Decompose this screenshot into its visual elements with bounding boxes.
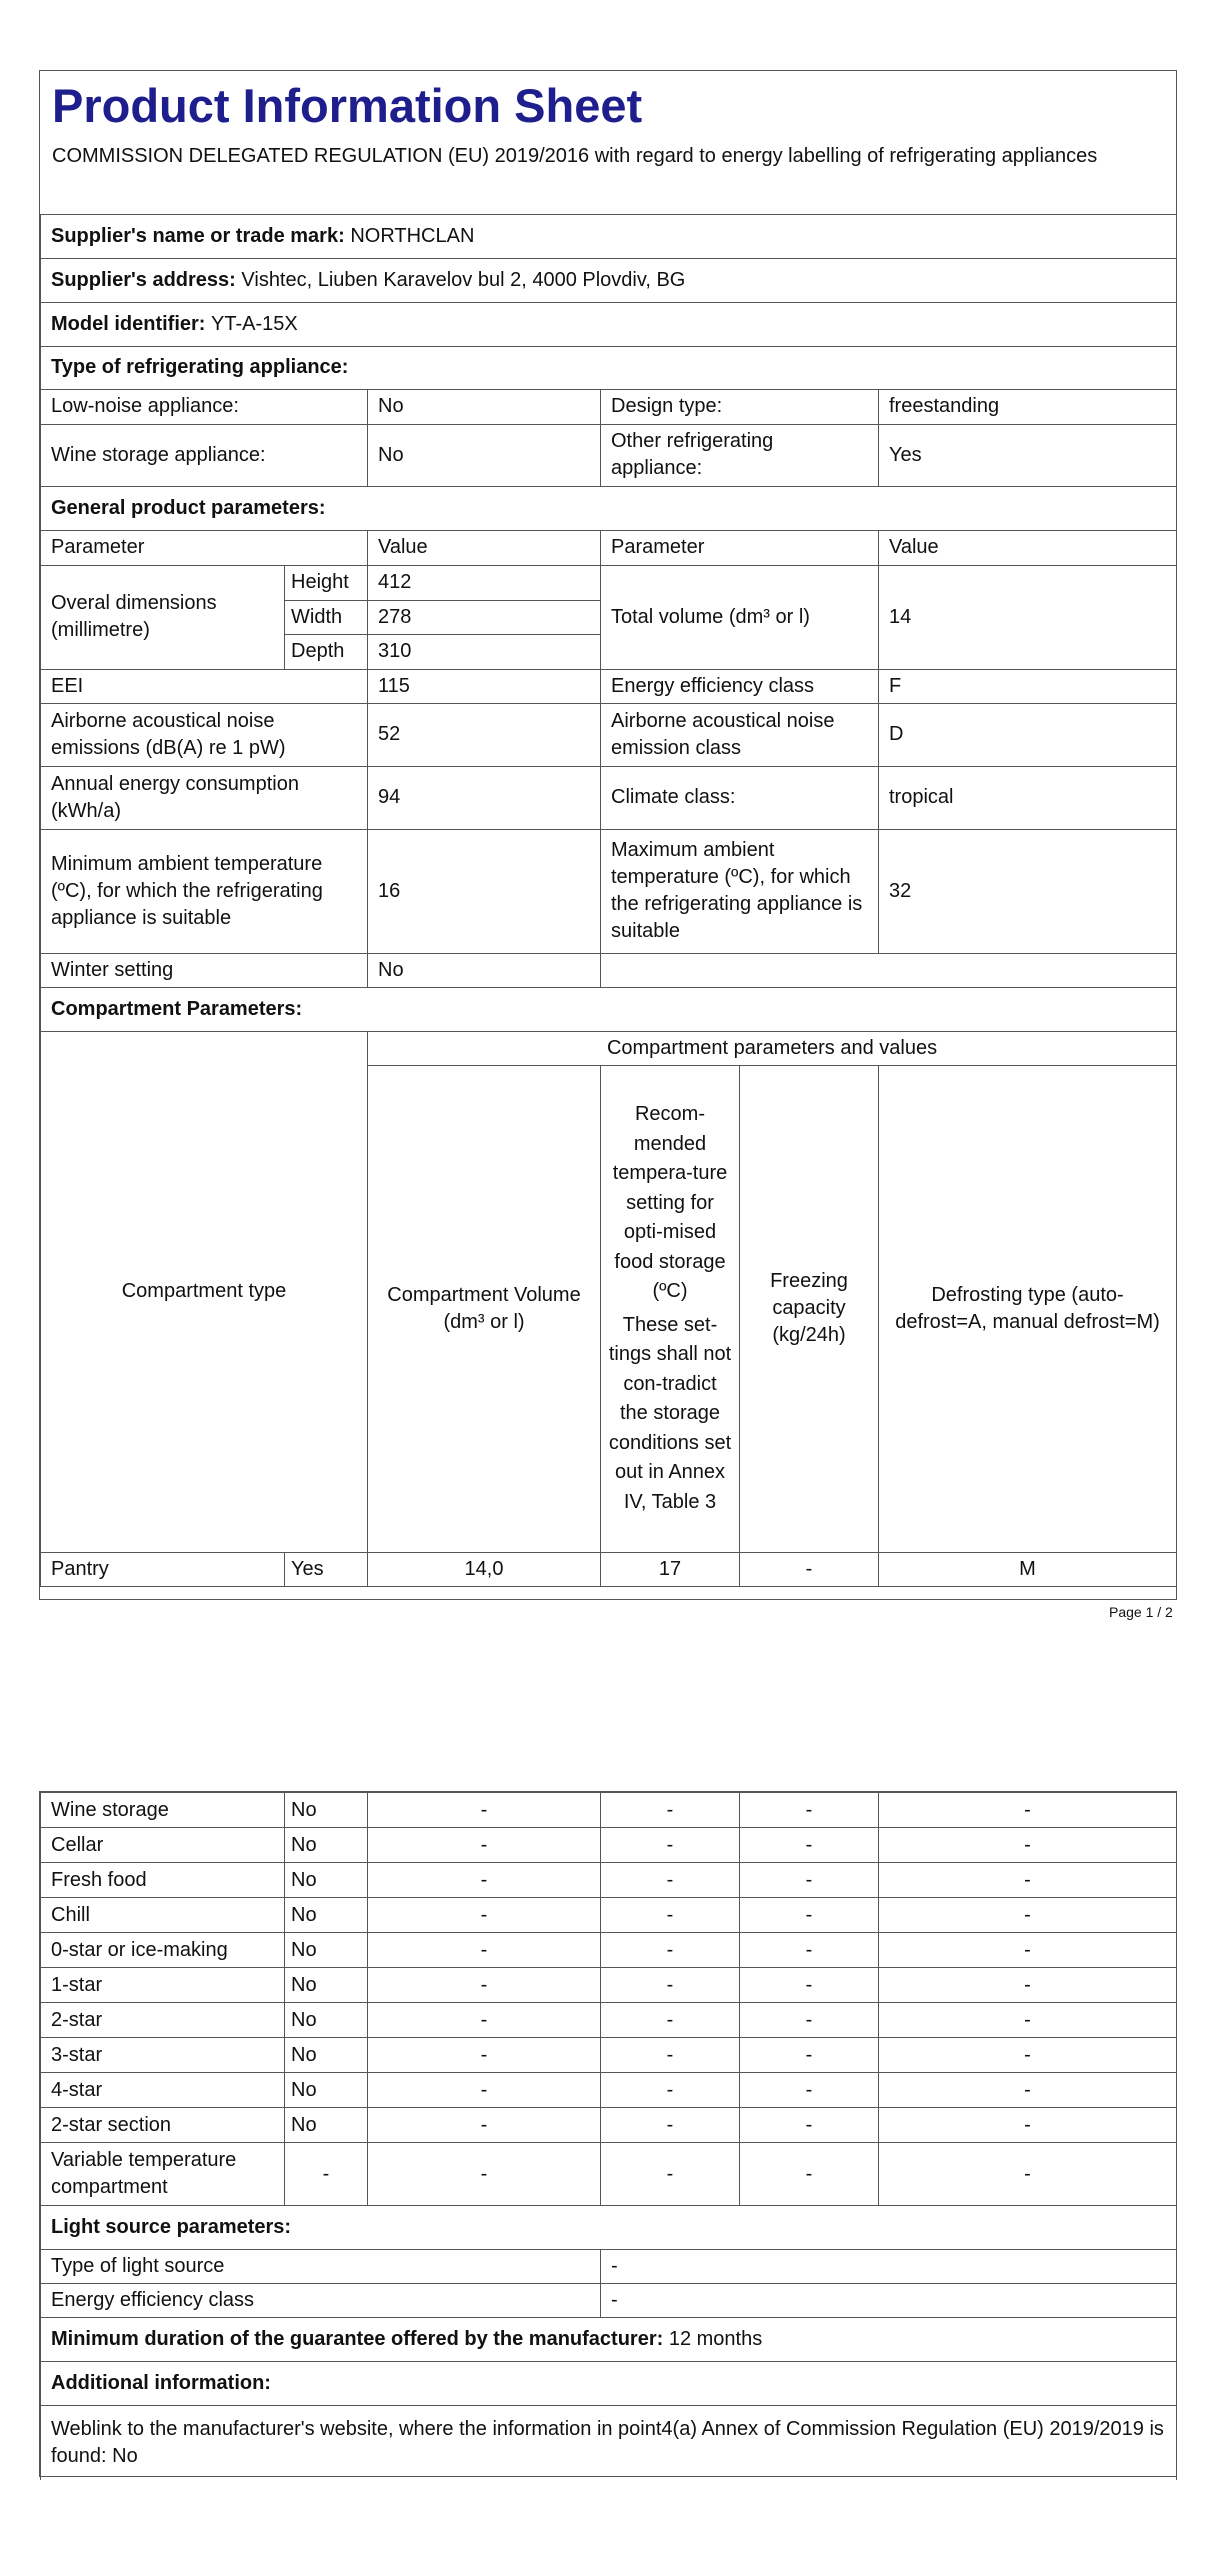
compartment-heading: Compartment Parameters: xyxy=(41,987,1177,1031)
compartment-rows xyxy=(41,1793,1177,2143)
eei-row xyxy=(41,669,1177,703)
compartment-type: Cellar xyxy=(41,1828,285,1863)
compartment-freezing: - xyxy=(740,2143,879,2206)
wine-storage-value: No xyxy=(368,424,601,486)
compartment-volume: - xyxy=(368,2108,601,2143)
table-row xyxy=(41,1828,1177,1863)
compartment-heading-row xyxy=(41,987,1177,1031)
compartment-defrost: - xyxy=(879,1863,1177,1898)
col-parameter-2: Parameter xyxy=(601,530,879,565)
guarantee-label: Minimum duration of the guarantee offered by the manufacturer: xyxy=(51,2328,664,2350)
compartment-temp: - xyxy=(601,2003,740,2038)
general-heading-row xyxy=(41,486,1177,530)
compartment-present: No xyxy=(285,1793,368,1828)
other-appliance-value: Yes xyxy=(879,424,1177,486)
compartment-freezing: - xyxy=(740,2038,879,2073)
page-number: Page 1 / 2 xyxy=(1109,1604,1173,1620)
weblink-row xyxy=(41,2406,1177,2480)
light-type-row xyxy=(41,2250,1177,2284)
table-row xyxy=(41,1552,1177,1586)
compartment-type: 4-star xyxy=(41,2073,285,2108)
compartment-freezing: - xyxy=(740,2003,879,2038)
table-row xyxy=(41,1968,1177,2003)
winter-label: Winter setting xyxy=(41,953,368,987)
width-label: Width xyxy=(285,600,368,634)
winter-row xyxy=(41,953,1177,987)
light-heading: Light source parameters: xyxy=(41,2206,1177,2250)
general-column-headers xyxy=(41,530,1177,565)
eei-value: 115 xyxy=(368,669,601,703)
table-row xyxy=(41,2108,1177,2143)
noise-label: Airborne acoustical noise emissions (dB(A) re 1 pW) xyxy=(41,703,368,766)
height-label: Height xyxy=(285,565,368,600)
compartment-freezing: - xyxy=(740,2073,879,2108)
col-compartment-volume: Compartment Volume (dm³ or l) xyxy=(368,1065,601,1552)
eei-label: EEI xyxy=(41,669,368,703)
winter-value: No xyxy=(368,953,601,987)
model-label: Model identifier: xyxy=(51,312,206,335)
appliance-type-heading-row xyxy=(41,346,1177,389)
compartment-type: 2-star xyxy=(41,2003,285,2038)
table-row xyxy=(41,2038,1177,2073)
compartment-freezing: - xyxy=(740,1933,879,1968)
sheet-header xyxy=(40,71,1176,215)
light-class-row xyxy=(41,2284,1177,2318)
wine-storage-label: Wine storage appliance: xyxy=(41,424,368,486)
compartment-present: Yes xyxy=(285,1552,368,1586)
compartment-freezing: - xyxy=(740,1898,879,1933)
design-type-label: Design type: xyxy=(601,389,879,424)
climate-class-value: tropical xyxy=(879,766,1177,829)
compartment-volume: - xyxy=(368,1793,601,1828)
compartment-present: - xyxy=(285,2143,368,2206)
compartment-group-header: Compartment parameters and values xyxy=(368,1031,1177,1065)
col-parameter: Parameter xyxy=(41,530,368,565)
compartment-present: No xyxy=(285,2073,368,2108)
compartment-defrost: - xyxy=(879,2003,1177,2038)
supplier-address: Vishtec, Liuben Karavelov bul 2, 4000 Plovdiv, BG xyxy=(241,268,686,291)
guarantee-row xyxy=(41,2318,1177,2362)
max-temp-label: Maximum ambient temperature (ºC), for which the refrigerating appliance is suitable xyxy=(601,829,879,953)
compartment-type: 1-star xyxy=(41,1968,285,2003)
compartment-type: Wine storage xyxy=(41,1793,285,1828)
compartment-temp: - xyxy=(601,1968,740,2003)
compartment-volume: - xyxy=(368,1968,601,2003)
light-type-label: Type of light source xyxy=(41,2250,601,2284)
ambient-temp-row xyxy=(41,829,1177,953)
table-row xyxy=(41,2073,1177,2108)
info-table-continued xyxy=(40,1792,1177,2480)
compartment-present: No xyxy=(285,2038,368,2073)
noise-row xyxy=(41,703,1177,766)
regulation-subtitle: COMMISSION DELEGATED REGULATION (EU) 2019/2016 with regard to energy labelling of refrigerating appliances xyxy=(52,145,1098,167)
table-row xyxy=(41,2003,1177,2038)
guarantee-value: 12 months xyxy=(668,2328,763,2350)
noise-class-value: D xyxy=(879,703,1177,766)
additional-heading-row xyxy=(41,2362,1177,2406)
supplier-name-label: Supplier's name or trade mark: xyxy=(51,224,345,247)
compartment-type: 0-star or ice-making xyxy=(41,1933,285,1968)
compartment-volume: - xyxy=(368,1933,601,1968)
compartment-volume: - xyxy=(368,2073,601,2108)
noise-value: 52 xyxy=(368,703,601,766)
compartment-temp: - xyxy=(601,2143,740,2206)
compartment-present: No xyxy=(285,2108,368,2143)
compartment-temp: - xyxy=(601,2108,740,2143)
col-compartment-type: Compartment type xyxy=(41,1031,368,1552)
energy-class-label: Energy efficiency class xyxy=(601,669,879,703)
compartment-volume: 14,0 xyxy=(368,1552,601,1586)
compartment-volume: - xyxy=(368,2038,601,2073)
supplier-address-label: Supplier's address: xyxy=(51,268,236,291)
min-temp-value: 16 xyxy=(368,829,601,953)
low-noise-value: No xyxy=(368,389,601,424)
info-table xyxy=(40,215,1177,1587)
compartment-temp: - xyxy=(601,1793,740,1828)
compartment-present: No xyxy=(285,1828,368,1863)
consumption-label: Annual energy consumption (kWh/a) xyxy=(41,766,368,829)
compartment-present: No xyxy=(285,1863,368,1898)
other-appliance-label: Other refrigerating appliance: xyxy=(601,424,879,486)
sheet-page-2 xyxy=(39,1791,1177,2477)
table-row xyxy=(41,2143,1177,2206)
compartment-volume: - xyxy=(368,1828,601,1863)
compartment-type: 2-star section xyxy=(41,2108,285,2143)
table-row xyxy=(41,1898,1177,1933)
compartment-present: No xyxy=(285,1933,368,1968)
max-temp-value: 32 xyxy=(879,829,1177,953)
compartment-freezing: - xyxy=(740,1863,879,1898)
min-temp-label: Minimum ambient temperature (ºC), for which the refrigerating appliance is suitable xyxy=(41,829,368,953)
rec-temp-note: These set-tings shall not con-tradict the storage conditions set out in Annex IV, Table 3 xyxy=(608,1313,732,1513)
compartment-volume: - xyxy=(368,1863,601,1898)
width-value: 278 xyxy=(368,600,601,634)
consumption-value: 94 xyxy=(368,766,601,829)
low-noise-row xyxy=(41,389,1177,424)
total-volume-value: 14 xyxy=(879,565,1177,669)
weblink-label: Weblink to the manufacturer's website, where the information in point4(a) Annex of Commission Regulation (EU) 2019/2019 is found: xyxy=(51,2417,1164,2467)
model-row xyxy=(41,302,1177,346)
energy-class-value: F xyxy=(879,669,1177,703)
compartment-temp: - xyxy=(601,1898,740,1933)
compartment-freezing: - xyxy=(740,1828,879,1863)
compartment-defrost: - xyxy=(879,1933,1177,1968)
page-title: Product Information Sheet xyxy=(52,79,643,132)
light-class-value: - xyxy=(601,2284,1177,2318)
compartment-type: Pantry xyxy=(41,1552,285,1586)
consumption-row xyxy=(41,766,1177,829)
compartment-freezing: - xyxy=(740,1793,879,1828)
rec-temp-text: Recom-mended tempera-ture setting for opti-mised food storage (ºC) xyxy=(612,1103,728,1302)
compartment-freezing: - xyxy=(740,1552,879,1586)
sheet-page-1 xyxy=(39,70,1177,1600)
compartment-volume: - xyxy=(368,2003,601,2038)
compartment-volume: - xyxy=(368,2143,601,2206)
compartment-type: 3-star xyxy=(41,2038,285,2073)
winter-empty-cell xyxy=(601,953,1177,987)
compartment-temp: - xyxy=(601,2073,740,2108)
height-value: 412 xyxy=(368,565,601,600)
compartment-present: No xyxy=(285,1898,368,1933)
table-row xyxy=(41,1933,1177,1968)
dimensions-label: Overal dimensions (millimetre) xyxy=(41,565,285,669)
col-value-2: Value xyxy=(879,530,1177,565)
total-volume-label: Total volume (dm³ or l) xyxy=(601,565,879,669)
compartment-temp: 17 xyxy=(601,1552,740,1586)
general-heading: General product parameters: xyxy=(41,486,1177,530)
compartment-volume: - xyxy=(368,1898,601,1933)
noise-class-label: Airborne acoustical noise emission class xyxy=(601,703,879,766)
table-row xyxy=(41,1793,1177,1828)
compartment-type: Chill xyxy=(41,1898,285,1933)
model-identifier: YT-A-15X xyxy=(211,312,298,335)
light-class-label: Energy efficiency class xyxy=(41,2284,601,2318)
compartment-defrost: - xyxy=(879,1968,1177,2003)
col-value: Value xyxy=(368,530,601,565)
compartment-type: Variable temperature compartment xyxy=(41,2143,285,2206)
supplier-name: NORTHCLAN xyxy=(350,224,475,247)
compartment-defrost: M xyxy=(879,1552,1177,1586)
depth-label: Depth xyxy=(285,634,368,669)
col-freezing-capacity: Freezing capacity (kg/24h) xyxy=(740,1065,879,1552)
compartment-defrost: - xyxy=(879,1793,1177,1828)
col-defrost-type: Defrosting type (auto-defrost=A, manual defrost=M) xyxy=(879,1065,1177,1552)
compartment-present: No xyxy=(285,2003,368,2038)
compartment-temp: - xyxy=(601,1828,740,1863)
appliance-type-heading: Type of refrigerating appliance: xyxy=(41,346,1177,389)
compartment-present: No xyxy=(285,1968,368,2003)
compartment-temp: - xyxy=(601,2038,740,2073)
compartment-defrost: - xyxy=(879,1898,1177,1933)
low-noise-label: Low-noise appliance: xyxy=(41,389,368,424)
compartment-temp: - xyxy=(601,1863,740,1898)
table-row xyxy=(41,1863,1177,1898)
wine-storage-row xyxy=(41,424,1177,486)
compartment-defrost: - xyxy=(879,2143,1177,2206)
dimensions-height-row xyxy=(41,565,1177,600)
design-type-value: freestanding xyxy=(879,389,1177,424)
compartment-freezing: - xyxy=(740,2108,879,2143)
climate-class-label: Climate class: xyxy=(601,766,879,829)
compartment-defrost: - xyxy=(879,2038,1177,2073)
additional-heading: Additional information: xyxy=(41,2362,1177,2406)
weblink-value: No xyxy=(112,2444,138,2467)
supplier-address-row xyxy=(41,258,1177,302)
compartment-defrost: - xyxy=(879,2073,1177,2108)
compartment-defrost: - xyxy=(879,2108,1177,2143)
compartment-group-row xyxy=(41,1031,1177,1065)
compartment-freezing: - xyxy=(740,1968,879,2003)
light-heading-row xyxy=(41,2206,1177,2250)
supplier-name-row xyxy=(41,215,1177,258)
compartment-type: Fresh food xyxy=(41,1863,285,1898)
light-type-value: - xyxy=(601,2250,1177,2284)
depth-value: 310 xyxy=(368,634,601,669)
compartment-temp: - xyxy=(601,1933,740,1968)
col-recommended-temp xyxy=(601,1065,740,1552)
compartment-defrost: - xyxy=(879,1828,1177,1863)
